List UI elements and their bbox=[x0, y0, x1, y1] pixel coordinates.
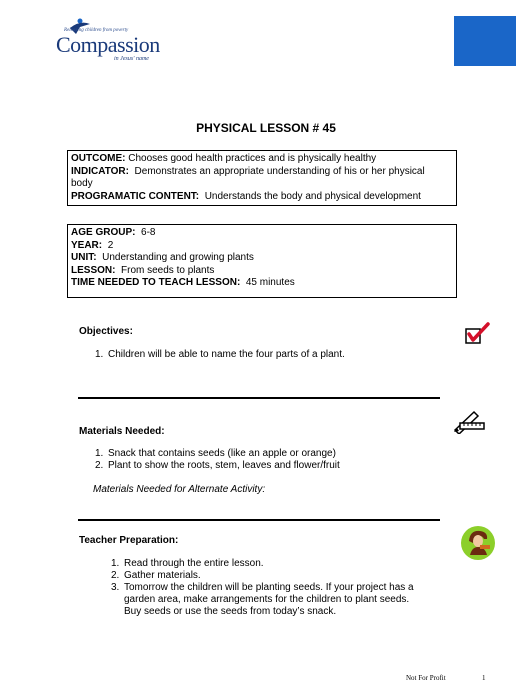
year-label: YEAR: bbox=[71, 239, 103, 251]
unit-value: Understanding and growing plants bbox=[102, 252, 254, 263]
objectives-list bbox=[95, 349, 455, 361]
list-number: 1. bbox=[111, 558, 120, 569]
list-text: Gather materials. bbox=[124, 570, 201, 581]
list-number: 3. bbox=[111, 582, 120, 593]
time-value: 45 minutes bbox=[245, 277, 295, 288]
outcome-label: OUTCOME: bbox=[71, 153, 126, 164]
list-text-line: Tomorrow the children will be planting seeds. If your project has a bbox=[124, 582, 414, 593]
list-item bbox=[111, 570, 451, 582]
content-label: PROGRAMATIC CONTENT: bbox=[71, 190, 200, 202]
teacher-figure-icon bbox=[460, 525, 496, 561]
prep-heading: Teacher Preparation: bbox=[79, 535, 179, 546]
indicator-value-cont: body bbox=[71, 178, 93, 189]
section-divider bbox=[78, 519, 440, 521]
list-number: 1. bbox=[95, 349, 104, 360]
list-text: Read through the entire lesson. bbox=[124, 558, 264, 569]
outcome-value: Chooses good health practices and is physically healthy bbox=[128, 153, 377, 164]
pencil-ruler-icon bbox=[452, 410, 486, 434]
page-number: 1 bbox=[482, 674, 486, 682]
list-number: 1. bbox=[95, 448, 104, 459]
materials-list bbox=[95, 448, 455, 472]
year-value: 2 bbox=[107, 239, 114, 251]
page-title: PHYSICAL LESSON # 45 bbox=[196, 121, 336, 135]
list-text: Plant to show the roots, stem, leaves and flower/fruit bbox=[108, 460, 340, 471]
lesson-info-box bbox=[67, 224, 457, 298]
time-label: TIME NEEDED TO TEACH LESSON: bbox=[71, 277, 241, 288]
list-number: 2. bbox=[95, 460, 104, 471]
footer-label: Not For Profit bbox=[406, 674, 446, 682]
list-item bbox=[111, 558, 451, 570]
list-text: Snack that contains seeds (like an apple or orange) bbox=[108, 448, 336, 459]
lesson-value: From seeds to plants bbox=[121, 264, 215, 276]
list-number: 2. bbox=[111, 570, 120, 581]
indicator-row bbox=[71, 166, 453, 179]
list-text-line: Buy seeds or use the seeds from today’s snack. bbox=[124, 606, 337, 617]
lesson-row bbox=[71, 265, 453, 278]
list-item bbox=[111, 582, 451, 618]
year-row bbox=[71, 240, 453, 253]
list-item bbox=[95, 460, 455, 472]
age-row bbox=[71, 227, 453, 240]
content-row bbox=[71, 191, 453, 204]
logo-wordmark: Compassion bbox=[56, 32, 160, 57]
prep-list bbox=[111, 558, 451, 618]
checkbox-check-icon bbox=[464, 322, 490, 346]
unit-row bbox=[71, 252, 453, 265]
objectives-heading: Objectives: bbox=[79, 326, 133, 337]
compassion-logo bbox=[54, 18, 174, 70]
logo-tagline: Releasing children from poverty bbox=[64, 28, 129, 33]
outcome-row bbox=[71, 153, 453, 166]
outcome-box bbox=[67, 150, 457, 206]
age-value: 6-8 bbox=[141, 227, 156, 238]
list-text: Children will be able to name the four parts of a plant. bbox=[108, 349, 345, 360]
content-value: Understands the body and physical development bbox=[204, 190, 421, 202]
indicator-label: INDICATOR: bbox=[71, 165, 129, 177]
brand-color-block bbox=[454, 16, 516, 66]
list-item bbox=[95, 349, 455, 361]
materials-heading: Materials Needed: bbox=[79, 426, 165, 437]
lesson-label: LESSON: bbox=[71, 264, 116, 276]
materials-alternate: Materials Needed for Alternate Activity: bbox=[93, 484, 266, 495]
indicator-row-cont bbox=[71, 178, 453, 191]
logo-subtitle: in Jesus' name bbox=[114, 56, 149, 62]
section-divider bbox=[78, 397, 440, 399]
list-text bbox=[124, 582, 414, 618]
age-label: AGE GROUP: bbox=[71, 227, 136, 238]
list-item bbox=[95, 448, 455, 460]
unit-label: UNIT: bbox=[71, 252, 97, 263]
list-text-line: garden area, make arrangements for the children to plant seeds. bbox=[124, 594, 410, 605]
time-row bbox=[71, 277, 453, 290]
indicator-value: Demonstrates an appropriate understanding of his or her physical bbox=[134, 165, 425, 177]
